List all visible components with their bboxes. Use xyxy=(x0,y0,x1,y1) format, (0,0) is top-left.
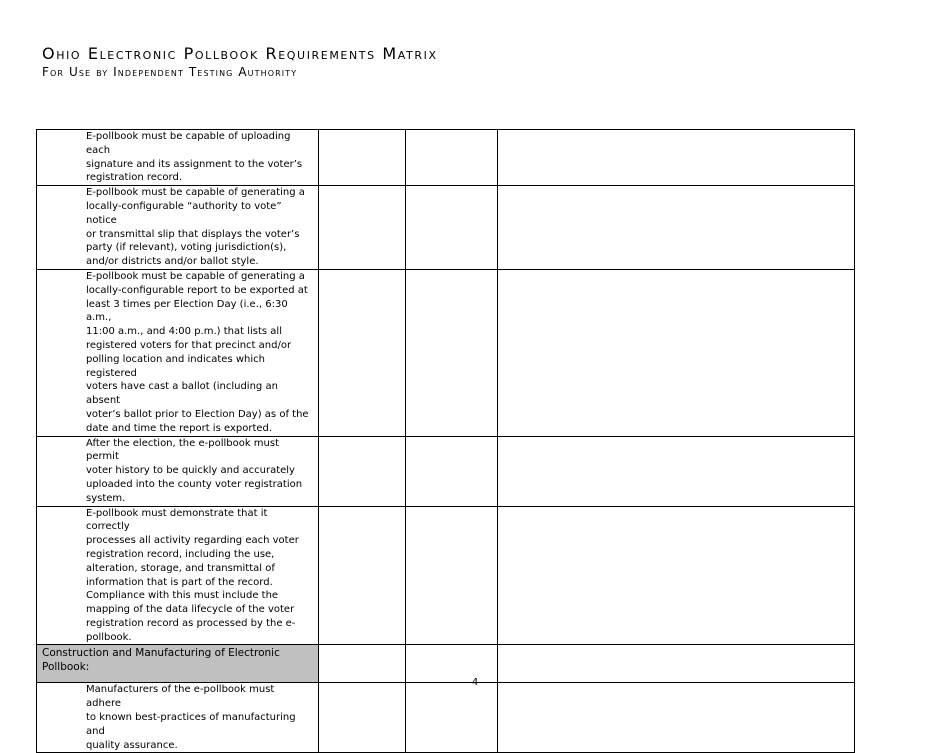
empty-cell xyxy=(319,683,406,753)
empty-cell xyxy=(406,436,498,506)
empty-cell xyxy=(498,130,855,186)
requirement-text: E-pollbook must be capable of generating a locally-configurable “authority to vote” notice or transmittal slip that displays the voter’s party (if relevant), voting jurisdiction(s), and/or districts and/or ballot style. xyxy=(86,187,305,268)
requirement-cell xyxy=(37,269,319,436)
empty-cell xyxy=(406,683,498,753)
empty-cell xyxy=(406,269,498,436)
document-title: Ohio Electronic Pollbook Requirements Matrix xyxy=(42,44,438,63)
requirement-text: E-pollbook must demonstrate that it correctly processes all activity regarding each voter registration record, including the use, alteration, storage, and transmittal of information that is part of the record. Compliance with this must include the mapping of the data lifecycle of the voter registration record as processed by the e- pollbook. xyxy=(86,507,299,643)
table-row xyxy=(37,683,855,753)
requirement-text: E-pollbook must be capable of uploading each signature and its assignment to the voter’s registration record. xyxy=(86,131,303,184)
table-row xyxy=(37,269,855,436)
requirement-cell xyxy=(37,436,319,506)
empty-cell xyxy=(319,436,406,506)
page-number: 4 xyxy=(471,677,479,688)
requirement-cell xyxy=(37,130,319,186)
empty-cell xyxy=(498,506,855,645)
empty-cell xyxy=(406,186,498,270)
requirement-text: E-pollbook must be capable of generating a locally-configurable report to be exported at least 3 times per Election Day (i.e., 6:30 a.m., 11:00 a.m., and 4:00 p.m.) that lists all registered voters for that precinct and/or polling location and indicates which registered voters have cast a ballot (including an absent voter’s ballot prior to Election Day) as of the date and time the report is exported. xyxy=(86,270,309,434)
empty-cell xyxy=(498,683,855,753)
requirement-cell xyxy=(37,186,319,270)
empty-cell xyxy=(319,506,406,645)
document-subtitle: For Use by Independent Testing Authority xyxy=(42,65,298,79)
document-header xyxy=(42,44,438,80)
requirement-cell xyxy=(37,683,319,753)
empty-cell xyxy=(406,130,498,186)
empty-cell xyxy=(498,186,855,270)
empty-cell xyxy=(319,269,406,436)
requirement-cell xyxy=(37,506,319,645)
empty-cell xyxy=(498,436,855,506)
requirements-matrix-table xyxy=(36,129,855,753)
section-heading-text: Construction and Manufacturing of Electronic Pollbook: xyxy=(42,647,280,674)
table-row xyxy=(37,506,855,645)
empty-cell xyxy=(406,506,498,645)
table-row xyxy=(37,130,855,186)
requirement-text: Manufacturers of the e-pollbook must adhere to known best-practices of manufacturing and quality assurance. xyxy=(86,684,296,751)
table-row xyxy=(37,436,855,506)
table-row xyxy=(37,186,855,270)
empty-cell xyxy=(319,130,406,186)
requirement-text: After the election, the e-pollbook must permit voter history to be quickly and accurately uploaded into the county voter registration system. xyxy=(86,437,303,504)
empty-cell xyxy=(498,269,855,436)
empty-cell xyxy=(319,186,406,270)
